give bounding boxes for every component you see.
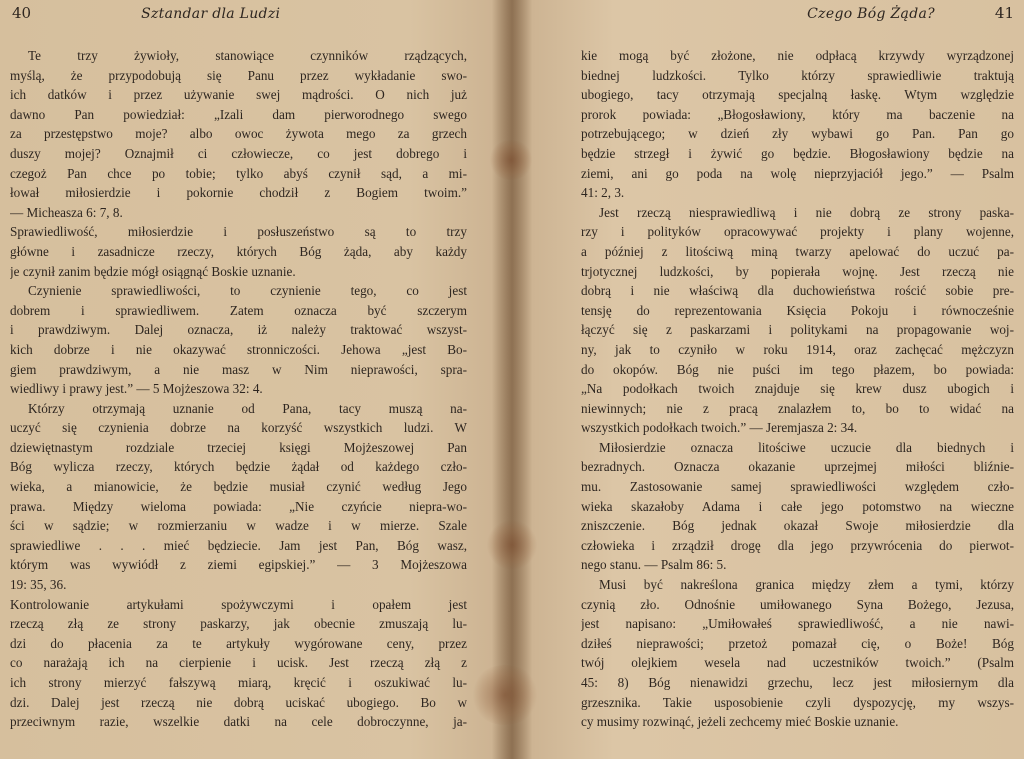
text-line: Musi być nakreślona granica między złem a tymi, którzy	[599, 577, 1014, 593]
text-line: niewinnych; nie z pracą znalazłem to, bo to widać na	[581, 400, 1014, 416]
text-line: wieka, a mianowicie, że będzie musiał czynić według Jego	[10, 479, 467, 495]
text-line: tensję do reprezentowania Księcia Pokoju i równocześnie	[581, 302, 1014, 318]
text-line: 41: 2, 3.	[581, 185, 625, 201]
text-line: ści w sądzie; w rozmierzaniu w wadze i w mierze. Szale	[10, 518, 467, 534]
text-line: kie mogą być złożone, nie odpłacą krzywdy wyrządzonej	[581, 48, 1014, 63]
text-line: dobrem i sprawiedliwem. Zatem oznacza być szczerym	[10, 302, 467, 318]
text-line: myślą, że przypodobują się Panu przez wykładanie swo-	[10, 67, 467, 83]
text-line: rzeczą złą ze strony paskarzy, jak obecnie zmuszają lu-	[10, 616, 467, 632]
text-line: biednej ludzkości. Tylko którzy sprawiedliwie traktują	[581, 67, 1014, 83]
running-title: Czego Bóg Żąda?	[807, 6, 935, 22]
text-line: prawa. Między wieloma powiada: „Nie czyńcie niepra-wo-	[10, 498, 467, 514]
text-line: którym was wywiódł z ziemi egipskiej.” — 3 Mojżeszowa	[10, 557, 467, 573]
text-line: ubogiego, tacy otrzymają specjalną łaskę. Wtym względzie	[581, 87, 1014, 103]
text-line: wszystkich podołkach twoich.” — Jeremjasza 2: 34.	[581, 420, 858, 436]
text-line: człowieka i zrządził drogę dla jego przywrócenia do pierwot-	[581, 537, 1014, 553]
text-line: dziewiętnastym rozdziale trzeciej księgi Mojżeszowej Pan	[10, 439, 467, 455]
text-line: potrzebującego; w dzień zły wybawi go Pan. Pan go	[581, 126, 1014, 142]
right-page	[519, 0, 1024, 759]
text-line: do okopów. Bóg nie puści im tego płazem, bo powiada:	[581, 361, 1014, 377]
text-line: co narażają ich na cierpienie i ucisk. Jest rzeczą złą z	[10, 655, 467, 671]
text-line: 19: 35, 36.	[10, 577, 67, 593]
text-line: łączyć się z paskarzami i politykami na propagowanie woj-	[581, 322, 1014, 338]
text-line: łował miłosierdzie i pokornie chodził z Bogiem twoim.”	[10, 185, 467, 201]
right-page-text	[581, 46, 1014, 732]
text-line: Miłosierdzie oznacza litościwe uczucie dla biednych i	[599, 439, 1014, 455]
text-line: rzy i polityków opracowywać projekty i plany wojenne,	[581, 224, 1014, 240]
text-line: ich strony mierzyć fałszywą miarą, kręcić i oszukiwać lu-	[10, 675, 467, 690]
text-line: wiedliwy i prawy jest.” — 5 Mojżeszowa 32: 4.	[10, 381, 263, 397]
text-line: Czynienie sprawiedliwości, to czynienie tego, co jest	[28, 283, 467, 299]
text-line: a później z litościwą miną twarzy apelować do uczuć pa-	[581, 243, 1014, 259]
text-line: giem prawdziwym, a nie masz w Nim nieprawości, spra-	[10, 361, 467, 377]
text-line: Którzy otrzymają uznanie od Pana, tacy muszą na-	[28, 400, 467, 416]
text-line: jest napisano: „Umiłowałeś sprawiedliwość, a nie nawi-	[581, 616, 1014, 632]
text-line: ich datków i przez używanie swej mądrości. O nich już	[10, 87, 467, 103]
page-number: 40	[12, 4, 32, 22]
text-line: przeciwnym razie, wszelkie datki na cele dobroczynne, ja-	[10, 714, 467, 730]
text-line: dawno Pan powiedział: „Izali dam pierworodnego swego	[10, 106, 467, 122]
text-line: dobrą i nie właściwą dla duchowieństwa rościć sobie pre-	[581, 283, 1014, 299]
right-page-header	[581, 4, 1014, 26]
text-line: duszy mojej? Oznajmił ci człowiecze, co jest dobrego i	[10, 145, 467, 161]
text-line: Kontrolowanie artykułami spożywczymi i opałem jest	[10, 596, 467, 612]
text-line: dziłeś nieprawości; przetoż pomazał cię, o Boże! Bóg	[581, 635, 1014, 651]
text-line: cy musimy rozwinąć, jeżeli zechcemy mieć Boskie uznanie.	[581, 714, 899, 730]
left-page	[0, 0, 505, 759]
text-line: Sprawiedliwość, miłosierdzie i posłuszeństwo są to trzy	[10, 224, 467, 240]
text-line: będzie strzegł i żywić go będzie. Błogosławiony będzie na	[581, 145, 1014, 161]
text-line: ziemi, ani go poda na wolę nieprzyjaciół jego.” — Psalm	[581, 165, 1014, 181]
text-line: uczyć się czynienia dobrze na korzyść wszystkich ludzi. W	[10, 420, 467, 436]
text-line: grzesznika. Takie usposobienie czyli dyspozycję, my wszys-	[581, 694, 1014, 710]
text-line: — Micheasza 6: 7, 8.	[10, 204, 123, 220]
text-line: czegoż Pan chce po tobie; tylko abyś czynił sąd, a mi-	[10, 165, 467, 181]
text-line: i prawdziwym. Dalej oznacza, iż należy traktować wszyst-	[10, 322, 467, 338]
text-line: sprawiedliwe . . . mieć będziecie. Jam jest Pan, Bóg wasz,	[10, 537, 467, 553]
left-page-text	[10, 46, 467, 732]
text-line: Bóg wylicza rzeczy, których będzie żądał od każdego czło-	[10, 459, 467, 475]
running-title: Sztandar dla Ludzi	[141, 6, 281, 22]
text-line: dzi. Dalej jest rzeczą nie dobrą uciskać ubogiego. Bo w	[10, 694, 467, 710]
text-line: mu. Zastosowanie samej sprawiedliwości względem czło-	[581, 479, 1014, 495]
text-line: bezradnych. Oznacza okazanie uprzejmej miłości bliźnie-	[581, 459, 1014, 475]
text-line: Jest rzeczą niesprawiedliwą i nie dobrą ze strony paska-	[599, 204, 1014, 220]
text-line: za przestępstwo moje? albo owoc żywota mego za grzech	[10, 126, 467, 142]
text-line: Te trzy żywioły, stanowiące czynników rządzących,	[28, 48, 467, 63]
text-line: 45: 8) Bóg nienawidzi grzechu, lecz jest miłosiernym dla	[581, 675, 1014, 690]
text-line: dzi do płacenia za te artykuły wygórowane ceny, przez	[10, 635, 467, 651]
text-line: zniszczenie. Bóg jednak okazał Swoje miłosierdzie dla	[581, 518, 1014, 534]
text-line: główne i zasadnicze rzeczy, których Bóg żąda, aby każdy	[10, 243, 467, 259]
text-line: je czynił zanim będzie mógł osiągnąć Boskie uznanie.	[10, 263, 296, 279]
text-line: czynią zło. Odnośnie umiłowanego Syna Bożego, Jezusa,	[581, 596, 1014, 612]
text-line: kich dobrze i nie okazywać stronniczości. Jehowa „jest Bo-	[10, 341, 467, 357]
text-line: wieka skazałoby Adama i całe jego potomstwo na wieczne	[581, 498, 1014, 514]
text-line: prorok powiada: „Błogosławiony, który ma baczenie na	[581, 106, 1014, 122]
text-line: twój olejkiem wesela nad uczestników twoich.” (Psalm	[581, 655, 1014, 671]
text-line: trjotycznej ludzkości, by popierała wojnę. Jest rzeczą nie	[581, 263, 1014, 279]
text-line: nego stanu. — Psalm 86: 5.	[581, 557, 727, 573]
text-line: „Na podołkach twoich znajduje się krew dusz ubogich i	[581, 381, 1014, 397]
text-line: ny, jak to czyniło w roku 1914, oraz zachęcać mężczyzn	[581, 341, 1014, 357]
left-page-header	[10, 4, 467, 26]
page-number: 41	[994, 4, 1014, 22]
